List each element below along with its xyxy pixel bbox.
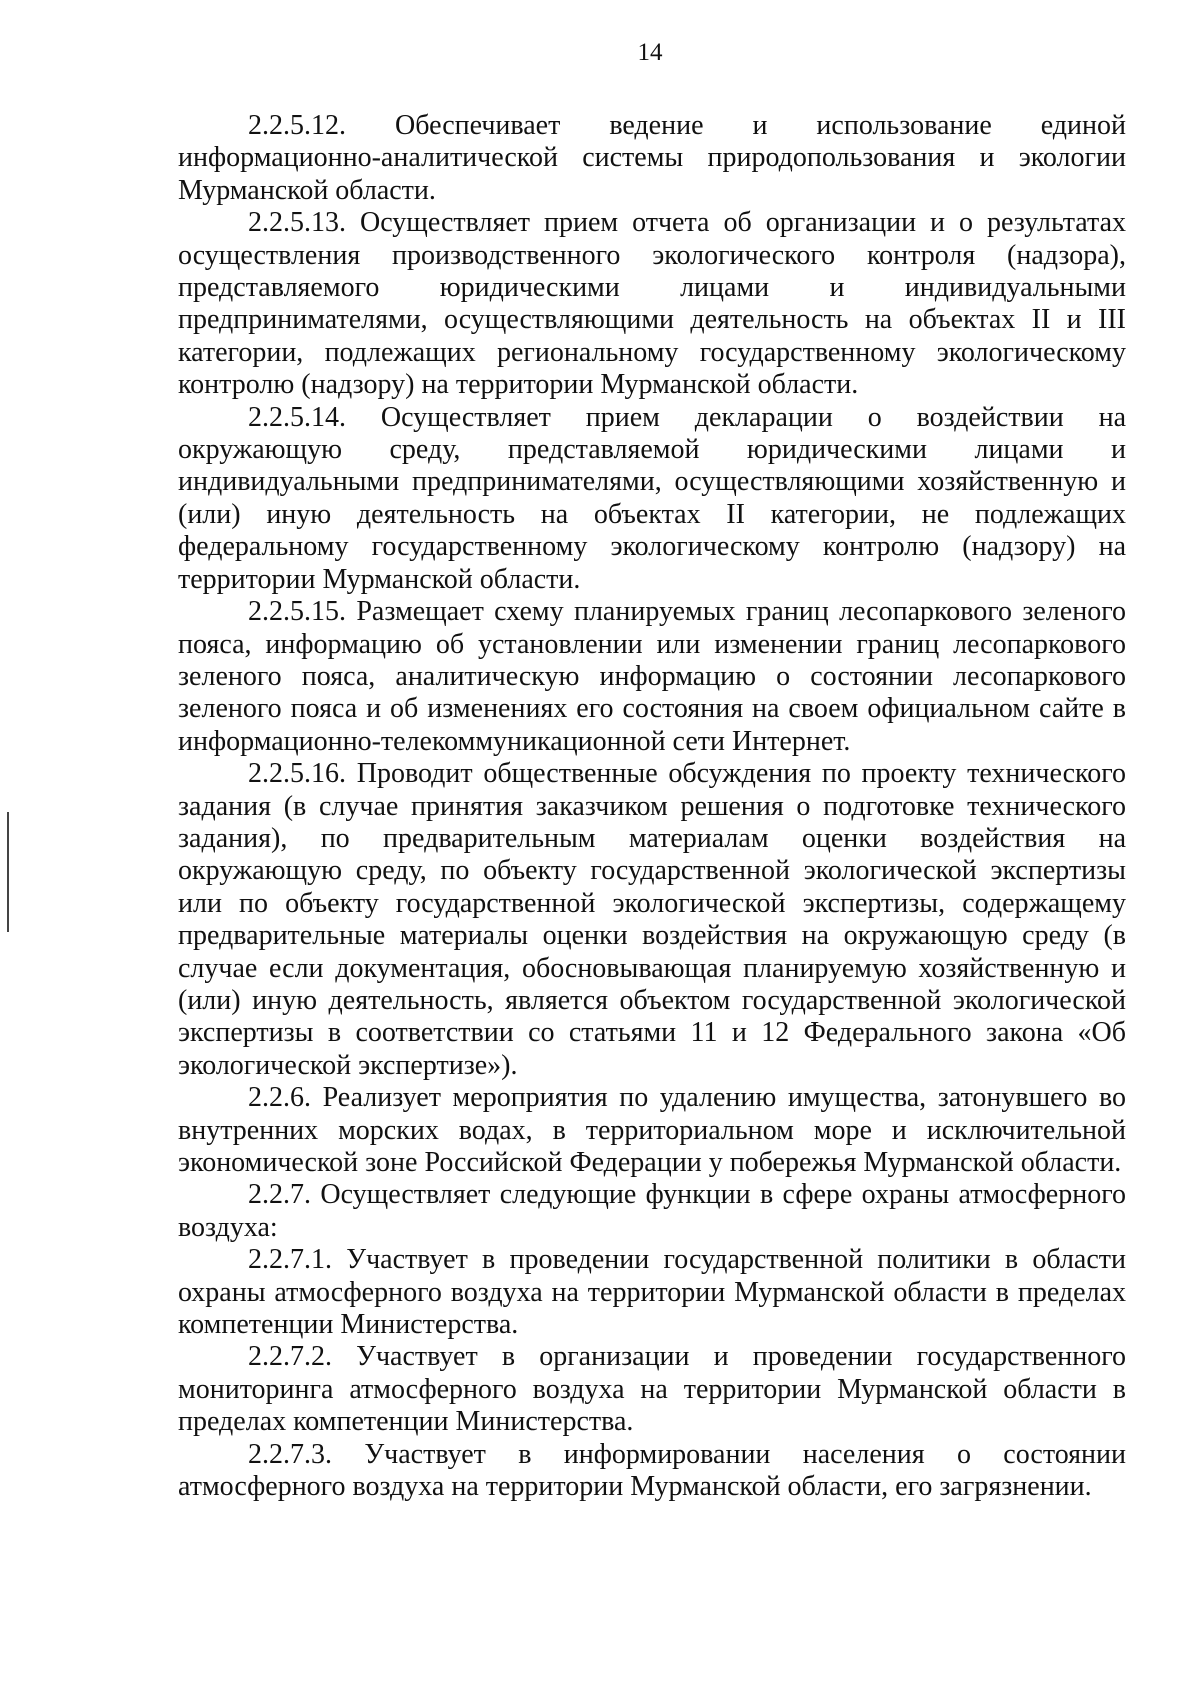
paragraph-2-2-5-16	[178, 758, 1126, 1082]
clause-text: Осуществляет прием декларации о воздействии на окружающую среду, представляемой юридическими лицами и индивидуальными предпринимателями, осуществляющими хозяйственную и (или) иную деятельность на объектах II категории, не подлежащих федеральному государственному экологическому контролю (надзору) на территории Мурманской области.	[178, 401, 1126, 595]
paragraph-2-2-5-15	[178, 596, 1126, 758]
paragraph-2-2-5-14	[178, 402, 1126, 596]
clause-number: 2.2.5.13.	[248, 207, 346, 239]
paragraph-2-2-7-3	[178, 1439, 1126, 1504]
paragraph-2-2-6	[178, 1082, 1126, 1179]
clause-number: 2.2.7.2.	[248, 1341, 332, 1373]
paragraph-2-2-7	[178, 1179, 1126, 1244]
page-number: 14	[637, 39, 663, 66]
clause-text: Обеспечивает ведение и использование единой информационно-аналитической системы природопользования и экологии Мурманской области.	[178, 110, 1126, 206]
document-body	[178, 110, 1126, 1503]
clause-text: Проводит общественные обсуждения по проекту технического задания (в случае принятия заказчиком решения о подготовке технического задания), по предварительным материалам оценки воздействия на окружающую среду, по объекту государственной экологической экспертизы или по объекту государственной экологической экспертизы, содержащему предварительные материалы оценки воздействия на окружающую среду (в случае если документация, обосновывающая планируемую хозяйственную и (или) иную деятельность, является объектом государственной экологической экспертизы в соответствии со статьями 11 и 12 Федерального закона «Об экологической экспертизе»).	[178, 758, 1126, 1081]
paragraph-2-2-5-13	[178, 207, 1126, 401]
clause-number: 2.2.5.16.	[248, 758, 346, 790]
paragraph-2-2-7-1	[178, 1244, 1126, 1341]
clause-text: Размещает схему планируемых границ лесопаркового зеленого пояса, информацию об установлении или изменении границ лесопаркового зеленого пояса, аналитическую информацию о состоянии лесопаркового зеленого пояса и об изменениях его состояния на своем официальном сайте в информационно-телекоммуникационной сети Интернет.	[178, 596, 1127, 757]
clause-number: 2.2.5.12.	[248, 110, 346, 141]
scan-edge-mark	[7, 812, 9, 932]
clause-number: 2.2.6.	[248, 1082, 311, 1114]
clause-text: Участвует в организации и проведении государственного мониторинга атмосферного воздуха на территории Мурманской области в пределах компетенции Министерства.	[178, 1341, 1126, 1438]
clause-text: Осуществляет прием отчета об организации и о результатах осуществления производственного экологического контроля (надзора), представляемого юридическими лицами и индивидуальными предпринимателями, осуществляющими деятельность на объектах II и III категории, подлежащих региональному государственному экологическому контролю (надзору) на территории Мурманской области.	[178, 207, 1127, 401]
paragraph-2-2-5-12	[178, 110, 1126, 207]
clause-text: Участвует в информировании населения о состоянии атмосферного воздуха на территории Мурманской области, его загрязнении.	[178, 1438, 1126, 1503]
clause-number: 2.2.5.14.	[248, 401, 346, 433]
clause-number: 2.2.7.3.	[248, 1438, 332, 1470]
clause-text: Осуществляет следующие функции в сфере охраны атмосферного воздуха:	[178, 1179, 1127, 1243]
clause-text: Реализует мероприятия по удалению имущества, затонувшего во внутренних морских водах, в территориальном море и исключительной экономической зоне Российской Федерации у побережья Мурманской области.	[178, 1082, 1126, 1178]
clause-number: 2.2.5.15.	[248, 596, 346, 628]
paragraph-2-2-7-2	[178, 1341, 1126, 1438]
clause-text: Участвует в проведении государственной политики в области охраны атмосферного воздуха на территории Мурманской области в пределах компетенции Министерства.	[178, 1244, 1126, 1341]
clause-number: 2.2.7.1.	[248, 1244, 332, 1276]
clause-number: 2.2.7.	[248, 1179, 311, 1211]
